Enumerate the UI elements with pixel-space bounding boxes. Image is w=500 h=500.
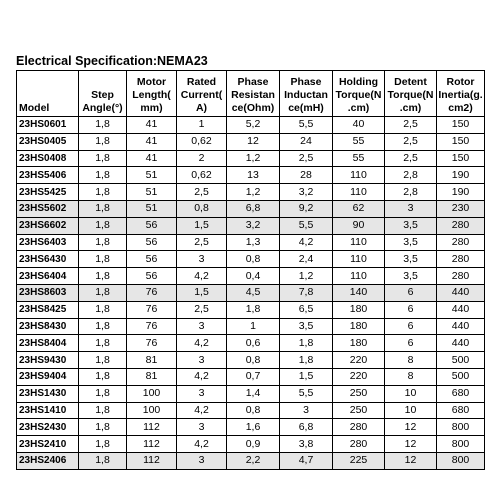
cell-length: 76 — [127, 318, 177, 335]
cell-length: 51 — [127, 184, 177, 201]
cell-resistance: 1,3 — [227, 234, 280, 251]
cell-inertia: 440 — [437, 335, 485, 352]
cell-inertia: 280 — [437, 217, 485, 234]
table-row — [17, 284, 485, 301]
cell-resistance: 3,2 — [227, 217, 280, 234]
cell-angle: 1,8 — [79, 335, 127, 352]
cell-detent: 3,5 — [385, 234, 437, 251]
cell-inductance: 2,4 — [280, 251, 333, 268]
cell-current: 3 — [177, 419, 227, 436]
cell-current: 2,5 — [177, 301, 227, 318]
cell-inductance: 28 — [280, 167, 333, 184]
cell-inertia: 800 — [437, 419, 485, 436]
cell-inductance: 3,5 — [280, 318, 333, 335]
cell-inertia: 800 — [437, 436, 485, 453]
cell-inductance: 3,8 — [280, 436, 333, 453]
table-row — [17, 167, 485, 184]
cell-model: 23HS6602 — [17, 217, 79, 234]
column-header-line: Inductan — [284, 89, 328, 101]
cell-inductance: 1,8 — [280, 335, 333, 352]
cell-holding: 140 — [333, 284, 385, 301]
cell-resistance: 0,7 — [227, 368, 280, 385]
cell-current: 3 — [177, 251, 227, 268]
cell-inertia: 800 — [437, 452, 485, 469]
cell-current: 1 — [177, 117, 227, 134]
column-header-line: ce(Ohm) — [231, 102, 275, 114]
column-header-line: .cm) — [399, 102, 422, 114]
cell-angle: 1,8 — [79, 385, 127, 402]
column-header-inertia — [437, 71, 485, 117]
cell-holding: 90 — [333, 217, 385, 234]
cell-inertia: 680 — [437, 402, 485, 419]
column-header-line: Model — [19, 102, 50, 114]
cell-model: 23HS0408 — [17, 150, 79, 167]
table-row — [17, 200, 485, 217]
column-header-line: Rated — [186, 76, 217, 88]
cell-holding: 250 — [333, 385, 385, 402]
cell-current: 3 — [177, 452, 227, 469]
cell-holding: 55 — [333, 133, 385, 150]
cell-current: 4,2 — [177, 268, 227, 285]
cell-model: 23HS6403 — [17, 234, 79, 251]
cell-length: 100 — [127, 402, 177, 419]
cell-detent: 3,5 — [385, 251, 437, 268]
cell-length: 51 — [127, 200, 177, 217]
cell-inductance: 1,2 — [280, 268, 333, 285]
table-row — [17, 234, 485, 251]
cell-model: 23HS0601 — [17, 117, 79, 134]
cell-inductance: 4,7 — [280, 452, 333, 469]
cell-current: 0,8 — [177, 200, 227, 217]
cell-angle: 1,8 — [79, 419, 127, 436]
cell-current: 4,2 — [177, 368, 227, 385]
header-row — [17, 71, 485, 117]
cell-holding: 250 — [333, 402, 385, 419]
column-header-model — [17, 71, 79, 117]
cell-inductance: 1,8 — [280, 352, 333, 369]
cell-detent: 3,5 — [385, 268, 437, 285]
cell-detent: 8 — [385, 352, 437, 369]
cell-model: 23HS8430 — [17, 318, 79, 335]
cell-current: 1,5 — [177, 284, 227, 301]
column-header-line: Torque(N — [335, 89, 382, 101]
cell-angle: 1,8 — [79, 452, 127, 469]
column-header-line: Inertia(g. — [438, 89, 483, 101]
cell-resistance: 12 — [227, 133, 280, 150]
column-header-current — [177, 71, 227, 117]
cell-holding: 280 — [333, 436, 385, 453]
table-row — [17, 133, 485, 150]
column-header-line: .cm) — [347, 102, 370, 114]
cell-angle: 1,8 — [79, 133, 127, 150]
cell-inertia: 440 — [437, 301, 485, 318]
cell-length: 100 — [127, 385, 177, 402]
spec-table — [16, 70, 485, 470]
table-row — [17, 352, 485, 369]
cell-inductance: 6,5 — [280, 301, 333, 318]
cell-inductance: 7,8 — [280, 284, 333, 301]
column-header-holding — [333, 71, 385, 117]
cell-inductance: 1,5 — [280, 368, 333, 385]
column-header-line: Motor — [136, 76, 167, 88]
table-row — [17, 385, 485, 402]
cell-holding: 225 — [333, 452, 385, 469]
cell-detent: 8 — [385, 368, 437, 385]
cell-resistance: 0,6 — [227, 335, 280, 352]
cell-length: 76 — [127, 335, 177, 352]
cell-angle: 1,8 — [79, 117, 127, 134]
table-row — [17, 184, 485, 201]
column-header-line: Torque(N — [387, 89, 434, 101]
cell-current: 3 — [177, 318, 227, 335]
cell-holding: 180 — [333, 335, 385, 352]
cell-resistance: 0,4 — [227, 268, 280, 285]
cell-inertia: 190 — [437, 167, 485, 184]
cell-angle: 1,8 — [79, 368, 127, 385]
cell-detent: 10 — [385, 402, 437, 419]
cell-holding: 110 — [333, 234, 385, 251]
cell-model: 23HS1410 — [17, 402, 79, 419]
table-row — [17, 368, 485, 385]
column-header-line: Rotor — [446, 76, 475, 88]
cell-inductance: 24 — [280, 133, 333, 150]
cell-inductance: 3 — [280, 402, 333, 419]
column-header-line: A) — [195, 102, 208, 114]
column-header-line: Angle(°) — [82, 102, 123, 114]
cell-detent: 3,5 — [385, 217, 437, 234]
table-row — [17, 335, 485, 352]
column-header-resistance — [227, 71, 280, 117]
cell-resistance: 6,8 — [227, 200, 280, 217]
cell-model: 23HS8603 — [17, 284, 79, 301]
cell-resistance: 5,2 — [227, 117, 280, 134]
cell-inertia: 150 — [437, 150, 485, 167]
cell-angle: 1,8 — [79, 184, 127, 201]
cell-inertia: 280 — [437, 251, 485, 268]
cell-model: 23HS2410 — [17, 436, 79, 453]
cell-resistance: 1,2 — [227, 184, 280, 201]
column-header-line: Holding — [338, 76, 379, 88]
cell-current: 2 — [177, 150, 227, 167]
cell-length: 56 — [127, 268, 177, 285]
cell-angle: 1,8 — [79, 268, 127, 285]
column-header-line: mm) — [140, 102, 163, 114]
table-row — [17, 419, 485, 436]
cell-model: 23HS9404 — [17, 368, 79, 385]
table-row — [17, 436, 485, 453]
cell-detent: 12 — [385, 419, 437, 436]
cell-holding: 110 — [333, 167, 385, 184]
cell-model: 23HS6404 — [17, 268, 79, 285]
cell-holding: 40 — [333, 117, 385, 134]
cell-inertia: 150 — [437, 117, 485, 134]
cell-length: 41 — [127, 133, 177, 150]
cell-model: 23HS2406 — [17, 452, 79, 469]
cell-resistance: 1,8 — [227, 301, 280, 318]
cell-angle: 1,8 — [79, 167, 127, 184]
cell-inductance: 9,2 — [280, 200, 333, 217]
cell-model: 23HS8425 — [17, 301, 79, 318]
table-row — [17, 318, 485, 335]
cell-model: 23HS8404 — [17, 335, 79, 352]
cell-current: 1,5 — [177, 217, 227, 234]
cell-resistance: 0,8 — [227, 251, 280, 268]
column-header-line: Phase — [237, 76, 269, 88]
cell-angle: 1,8 — [79, 217, 127, 234]
cell-current: 2,5 — [177, 234, 227, 251]
cell-inertia: 440 — [437, 284, 485, 301]
cell-angle: 1,8 — [79, 150, 127, 167]
cell-detent: 6 — [385, 301, 437, 318]
cell-angle: 1,8 — [79, 301, 127, 318]
cell-detent: 2,5 — [385, 117, 437, 134]
cell-angle: 1,8 — [79, 318, 127, 335]
cell-current: 3 — [177, 385, 227, 402]
cell-holding: 110 — [333, 251, 385, 268]
column-header-line: Phase — [290, 76, 322, 88]
cell-angle: 1,8 — [79, 436, 127, 453]
cell-current: 4,2 — [177, 335, 227, 352]
cell-resistance: 1,2 — [227, 150, 280, 167]
table-row — [17, 117, 485, 134]
cell-angle: 1,8 — [79, 251, 127, 268]
column-header-line: ce(mH) — [288, 102, 324, 114]
cell-angle: 1,8 — [79, 352, 127, 369]
cell-length: 56 — [127, 234, 177, 251]
table-row — [17, 301, 485, 318]
cell-length: 56 — [127, 251, 177, 268]
column-header-inductance — [280, 71, 333, 117]
column-header-line: Step — [91, 89, 114, 101]
cell-length: 41 — [127, 150, 177, 167]
cell-inductance: 5,5 — [280, 385, 333, 402]
cell-inductance: 4,2 — [280, 234, 333, 251]
cell-inertia: 280 — [437, 234, 485, 251]
cell-holding: 55 — [333, 150, 385, 167]
cell-holding: 110 — [333, 184, 385, 201]
table-row — [17, 268, 485, 285]
cell-resistance: 0,8 — [227, 352, 280, 369]
cell-detent: 3 — [385, 200, 437, 217]
table-row — [17, 150, 485, 167]
cell-model: 23HS5406 — [17, 167, 79, 184]
cell-current: 4,2 — [177, 436, 227, 453]
cell-inertia: 190 — [437, 184, 485, 201]
cell-resistance: 4,5 — [227, 284, 280, 301]
cell-inertia: 150 — [437, 133, 485, 150]
spec-title: Electrical Specification:NEMA23 — [16, 54, 208, 68]
cell-holding: 180 — [333, 318, 385, 335]
cell-detent: 2,5 — [385, 150, 437, 167]
cell-detent: 2,8 — [385, 167, 437, 184]
cell-inductance: 5,5 — [280, 117, 333, 134]
cell-inertia: 500 — [437, 368, 485, 385]
cell-detent: 2,8 — [385, 184, 437, 201]
cell-model: 23HS5602 — [17, 200, 79, 217]
table-body — [17, 117, 485, 470]
cell-detent: 6 — [385, 318, 437, 335]
cell-model: 23HS9430 — [17, 352, 79, 369]
cell-length: 81 — [127, 352, 177, 369]
cell-angle: 1,8 — [79, 402, 127, 419]
cell-resistance: 1,4 — [227, 385, 280, 402]
cell-detent: 6 — [385, 284, 437, 301]
cell-angle: 1,8 — [79, 284, 127, 301]
cell-model: 23HS2430 — [17, 419, 79, 436]
cell-inertia: 280 — [437, 268, 485, 285]
cell-inductance: 3,2 — [280, 184, 333, 201]
cell-angle: 1,8 — [79, 200, 127, 217]
cell-holding: 110 — [333, 268, 385, 285]
cell-model: 23HS5425 — [17, 184, 79, 201]
cell-inductance: 2,5 — [280, 150, 333, 167]
column-header-angle — [79, 71, 127, 117]
cell-model: 23HS1430 — [17, 385, 79, 402]
cell-current: 0,62 — [177, 133, 227, 150]
cell-inertia: 440 — [437, 318, 485, 335]
cell-resistance: 13 — [227, 167, 280, 184]
cell-detent: 6 — [385, 335, 437, 352]
cell-detent: 2,5 — [385, 133, 437, 150]
cell-holding: 62 — [333, 200, 385, 217]
cell-resistance: 2,2 — [227, 452, 280, 469]
cell-model: 23HS6430 — [17, 251, 79, 268]
cell-current: 4,2 — [177, 402, 227, 419]
cell-current: 0,62 — [177, 167, 227, 184]
cell-length: 51 — [127, 167, 177, 184]
cell-inertia: 680 — [437, 385, 485, 402]
table-row — [17, 452, 485, 469]
cell-holding: 220 — [333, 368, 385, 385]
column-header-line: Resistan — [231, 89, 275, 101]
column-header-line: cm2) — [448, 102, 473, 114]
cell-resistance: 1,6 — [227, 419, 280, 436]
cell-length: 112 — [127, 419, 177, 436]
cell-angle: 1,8 — [79, 234, 127, 251]
cell-inductance: 5,5 — [280, 217, 333, 234]
cell-detent: 10 — [385, 385, 437, 402]
cell-holding: 220 — [333, 352, 385, 369]
cell-current: 2,5 — [177, 184, 227, 201]
cell-current: 3 — [177, 352, 227, 369]
cell-length: 41 — [127, 117, 177, 134]
cell-model: 23HS0405 — [17, 133, 79, 150]
cell-length: 76 — [127, 284, 177, 301]
cell-length: 112 — [127, 452, 177, 469]
cell-inertia: 230 — [437, 200, 485, 217]
cell-length: 76 — [127, 301, 177, 318]
cell-detent: 12 — [385, 452, 437, 469]
cell-holding: 280 — [333, 419, 385, 436]
cell-holding: 180 — [333, 301, 385, 318]
cell-resistance: 0,8 — [227, 402, 280, 419]
cell-length: 81 — [127, 368, 177, 385]
cell-inductance: 6,8 — [280, 419, 333, 436]
table-row — [17, 402, 485, 419]
table-row — [17, 251, 485, 268]
column-header-length — [127, 71, 177, 117]
column-header-line: Detent — [394, 76, 427, 88]
cell-detent: 12 — [385, 436, 437, 453]
table-row — [17, 217, 485, 234]
column-header-line: Length( — [132, 89, 171, 101]
column-header-detent — [385, 71, 437, 117]
cell-inertia: 500 — [437, 352, 485, 369]
cell-length: 112 — [127, 436, 177, 453]
cell-length: 56 — [127, 217, 177, 234]
cell-resistance: 1 — [227, 318, 280, 335]
cell-resistance: 0,9 — [227, 436, 280, 453]
column-header-line: Current( — [180, 89, 223, 101]
